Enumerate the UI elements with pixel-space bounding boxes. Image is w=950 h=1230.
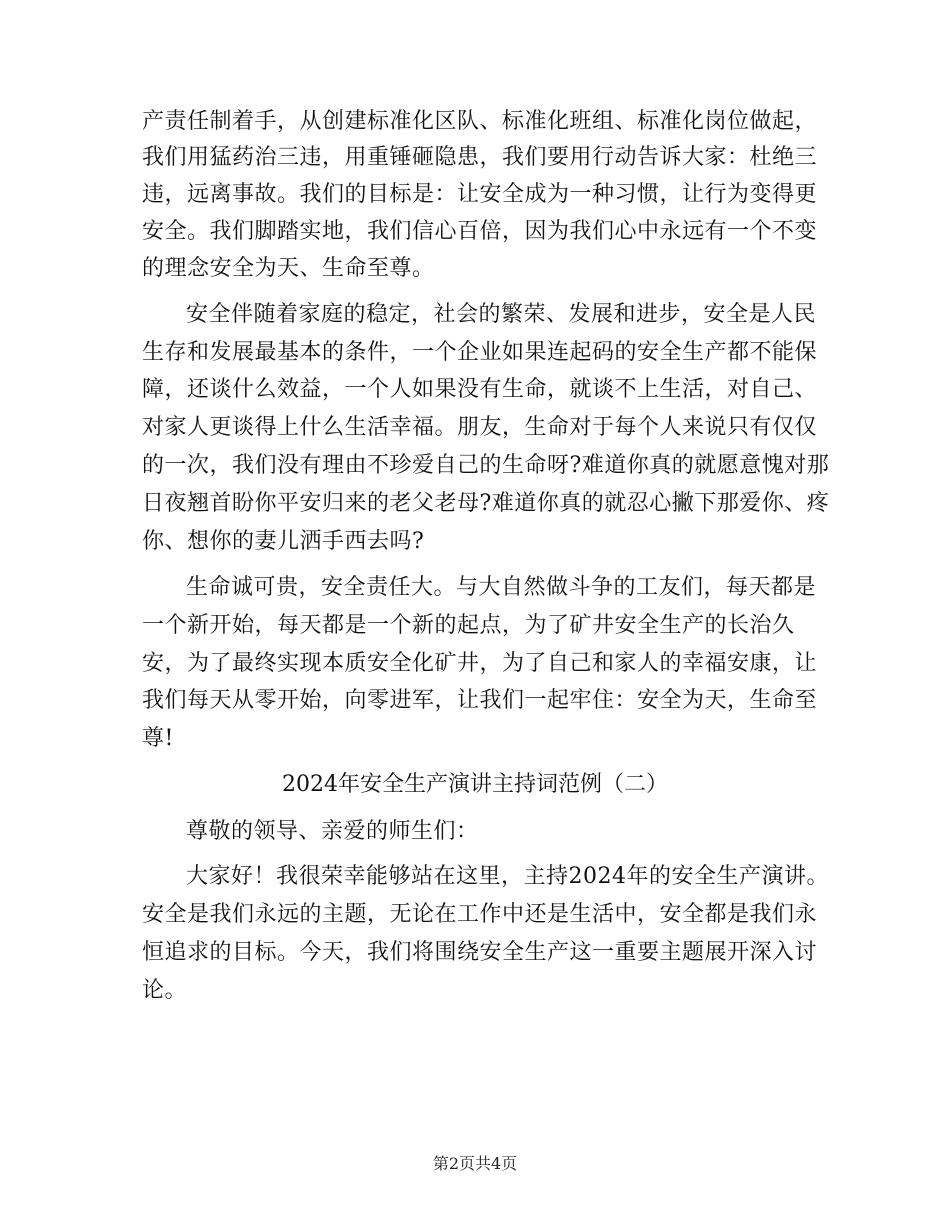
paragraph-line: 安全伴随着家庭的稳定，社会的繁荣、发展和进步，安全是人民 [186,302,817,327]
paragraph-line: 的一次，我们没有理由不珍爱自己的生命呀?难道你真的就愿意愧对那 [142,453,830,478]
section-heading: 2024年安全生产演讲主持词范例（二） [282,772,668,797]
paragraph-line: 我们用猛药治三违，用重锤砸隐患，我们要用行动告诉大家：杜绝三 [142,145,818,170]
paragraph-line: 的理念安全为天、生命至尊。 [142,256,435,281]
paragraph-line: 我们每天从零开始，向零进军，让我们一起牢住：安全为天，生命至 [142,688,818,713]
paragraph-line: 一个新开始，每天都是一个新的起点，为了矿井安全生产的长治久 [142,613,795,638]
paragraph-line: 尊! [142,726,174,751]
paragraph-line: 生存和发展最基本的条件，一个企业如果连起码的安全生产都不能保 [142,340,818,365]
paragraph-line: 恒追求的目标。今天，我们将围绕安全生产这一重要主题展开深入讨 [142,940,818,965]
paragraph-line: 论。 [142,978,188,1003]
paragraph-line: 违，远离事故。我们的目标是：让安全成为一种习惯，让行为变得更 [142,182,818,207]
paragraph-line: 安，为了最终实现本质安全化矿井，为了自己和家人的幸福安康，让 [142,651,818,676]
paragraph-line: 安全是我们永远的主题，无论在工作中还是生活中，安全都是我们永 [142,902,818,927]
paragraph-line: 对家人更谈得上什么生活幸福。朋友，生命对于每个人来说只有仅仅 [142,415,818,440]
paragraph-line: 障，还谈什么效益，一个人如果没有生命，就谈不上生活，对自己、 [142,377,818,402]
greeting-line: 尊敬的领导、亲爱的师生们： [186,819,479,844]
paragraph-line: 你、想你的妻儿洒手西去吗? [142,529,425,554]
paragraph-line: 生命诚可贵，安全责任大。与大自然做斗争的工友们，每天都是 [186,575,817,600]
paragraph-line: 大家好！我很荣幸能够站在这里，主持2024年的安全生产演讲。 [186,864,829,889]
page-number-footer: 第2页共4页 [432,1154,518,1173]
paragraph-line: 日夜翘首盼你平安归来的老父老母?难道你真的就忍心撇下那爱你、疼 [142,491,830,516]
paragraph-line: 安全。我们脚踏实地，我们信心百倍，因为我们心中永远有一个不变 [142,219,818,244]
paragraph-line: 产责任制着手，从创建标准化区队、标准化班组、标准化岗位做起， [142,109,818,134]
